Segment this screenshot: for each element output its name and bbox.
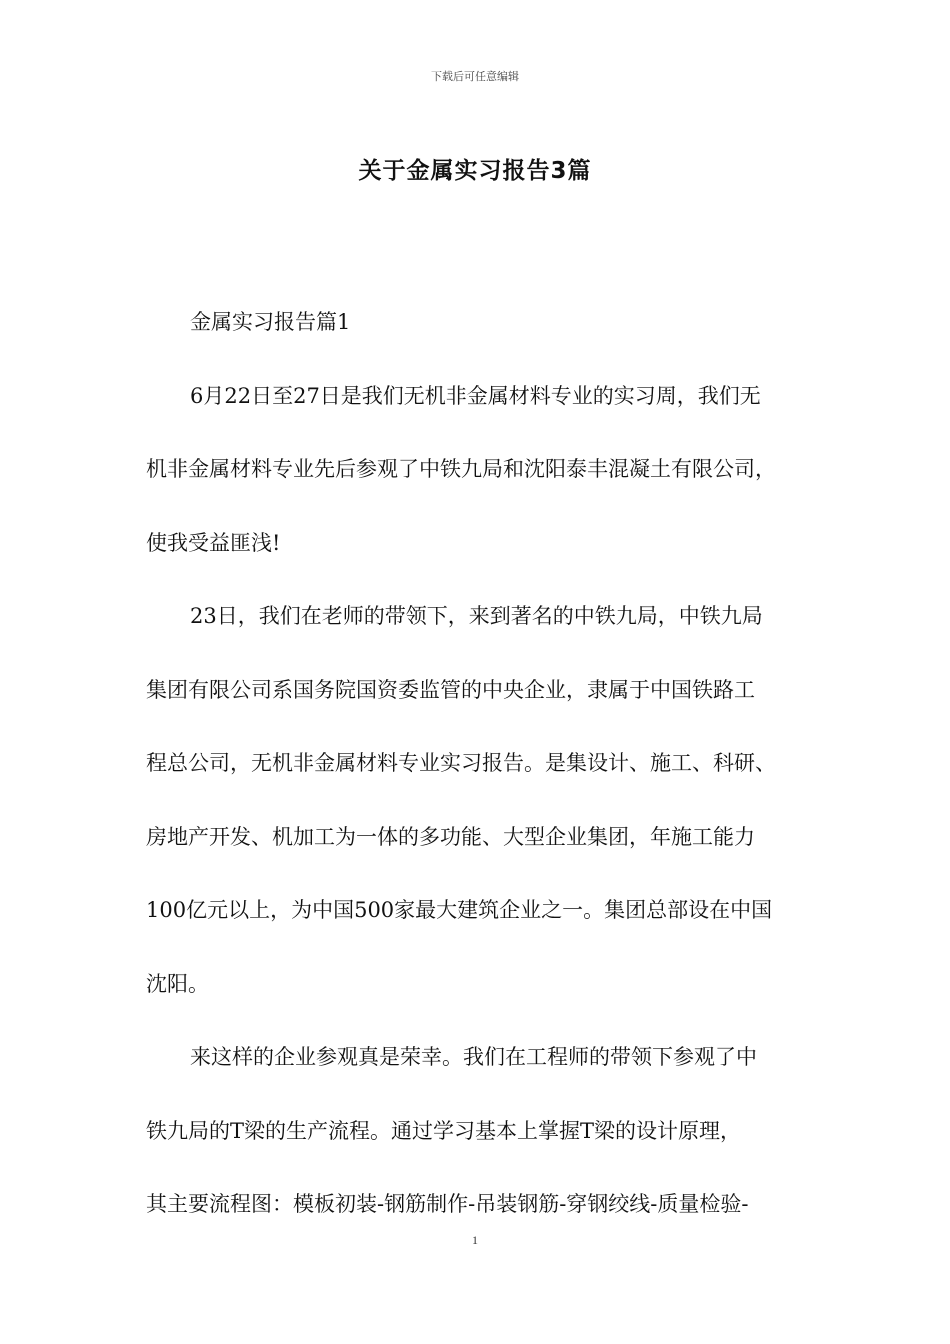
paragraph-line: 程总公司，无机非金属材料专业实习报告。是集设计、施工、科研、 bbox=[146, 751, 776, 775]
paragraph-line: 使我受益匪浅! bbox=[146, 530, 281, 555]
paragraph-line: 沈阳。 bbox=[146, 971, 209, 996]
paragraph-line: 房地产开发、机加工为一体的多功能、大型企业集团，年施工能力 bbox=[146, 824, 755, 849]
paragraph-line: 来这样的企业参观真是荣幸。我们在工程师的带领下参观了中 bbox=[190, 1045, 757, 1069]
paragraph-line: 集团有限公司系国务院国资委监管的中央企业，隶属于中国铁路工 bbox=[146, 677, 755, 702]
header-note: 下载后可任意编辑 bbox=[431, 70, 519, 83]
paragraph-line: 6月22日至27日是我们无机非金属材料专业的实习周，我们无 bbox=[190, 383, 761, 408]
paragraph-line: 100亿元以上，为中国500家最大建筑企业之一。集团总部设在中国 bbox=[146, 898, 773, 922]
section-heading: 金属实习报告篇1 bbox=[190, 310, 351, 334]
paragraph-line: 23日，我们在老师的带领下，来到著名的中铁九局，中铁九局 bbox=[190, 604, 763, 628]
document-title: 关于金属实习报告3篇 bbox=[358, 158, 592, 184]
paragraph-line: 铁九局的T梁的生产流程。通过学习基本上掌握T梁的设计原理， bbox=[146, 1118, 742, 1143]
paragraph-line: 其主要流程图：模板初装-钢筋制作-吊装钢筋-穿钢绞线-质量检验- bbox=[146, 1192, 749, 1216]
paragraph-line: 机非金属材料专业先后参观了中铁九局和沈阳泰丰混凝土有限公司， bbox=[146, 457, 776, 481]
page-number: 1 bbox=[472, 1233, 478, 1247]
document-body bbox=[146, 286, 826, 1242]
